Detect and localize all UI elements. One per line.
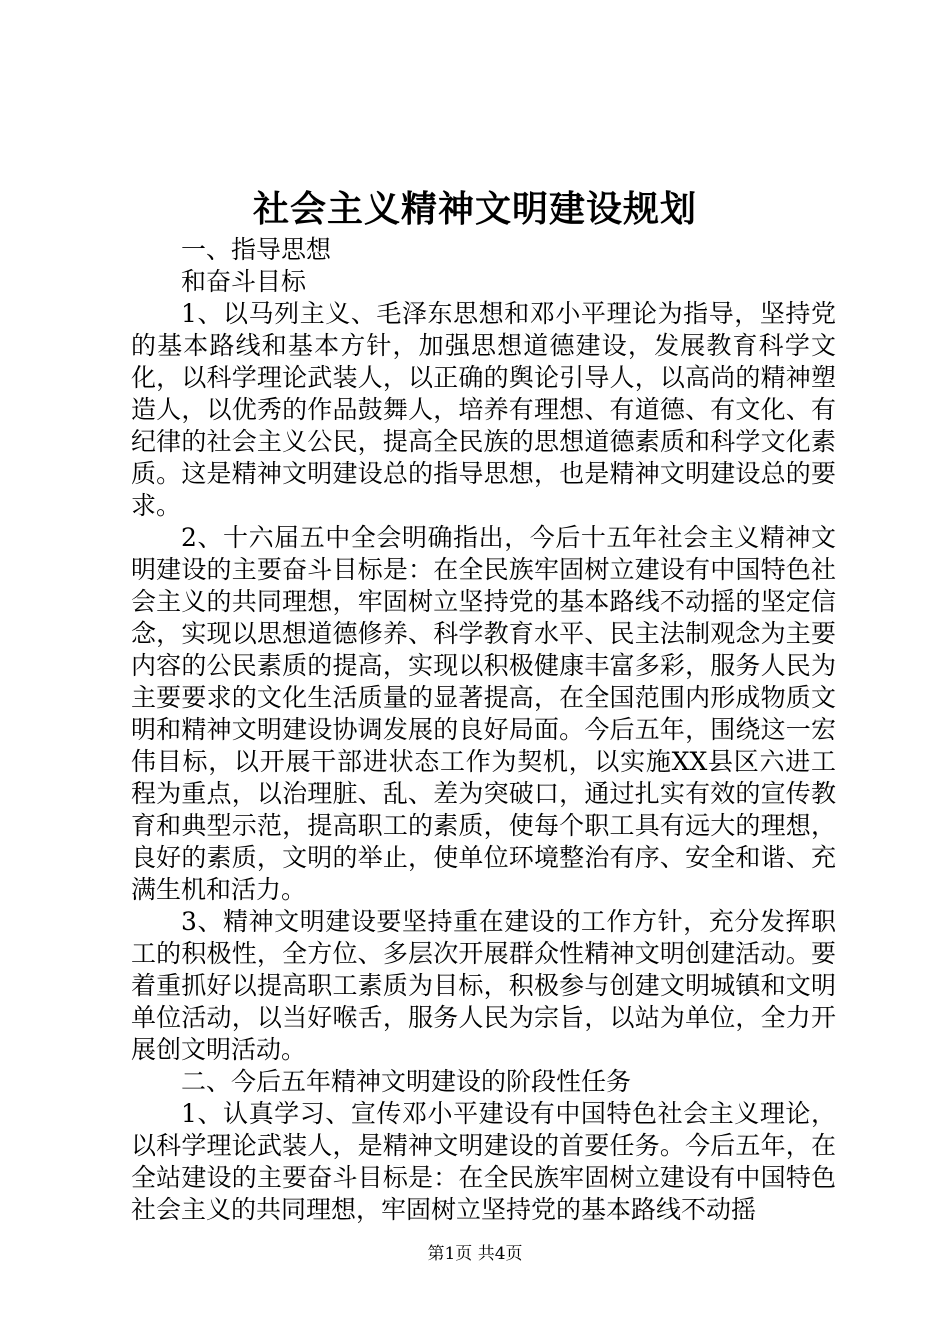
paragraph-2: 2、十六届五中全会明确指出，今后十五年社会主义精神文明建设的主要奋斗目标是：在全民族牢固树立建设有中国特色社会主义的共同理想，牢固树立坚持党的基本路线不动摇的坚定信念，实现以思想道德修养、科学教育水平、民主法制观念为主要内容的公民素质的提高，实现以积极健康丰富多彩，服务人民为主要要求的文化生活质量的显著提高，在全国范围内形成物质文明和精神文明建设协调发展的良好局面。今后五年，围绕这一宏伟目标，以开展干部进状态工作为契机，以实施XX县区六进工程为重点，以治理脏、乱、差为突破口，通过扎实有效的宣传教育和典型示范，提高职工的素质，使每个职工具有远大的理想，良好的素质，文明的举止，使单位环境整治有序、安全和谐、充满生机和活力。	[131, 523, 836, 904]
page-footer: 第1页 共4页	[427, 1244, 523, 1264]
paragraph-heading-1: 一、指导思想	[181, 235, 332, 264]
paragraph-subheading: 和奋斗目标	[181, 267, 307, 296]
document-body	[131, 234, 836, 1226]
paragraph-3: 3、精神文明建设要坚持重在建设的工作方针，充分发挥职工的积极性，全方位、多层次开展群众性精神文明创建活动。要着重抓好以提高职工素质为目标，积极参与创建文明城镇和文明单位活动，以当好喉舌，服务人民为宗旨，以站为单位，全力开展创文明活动。	[131, 907, 836, 1064]
document-title: 社会主义精神文明建设规划	[252, 189, 697, 230]
paragraph-heading-2: 二、今后五年精神文明建设的阶段性任务	[181, 1067, 632, 1096]
paragraph-4: 1、认真学习、宣传邓小平建设有中国特色社会主义理论，以科学理论武装人，是精神文明建设的首要任务。今后五年，在全站建设的主要奋斗目标是：在全民族牢固树立建设有中国特色社会主义的共同理想，牢固树立坚持党的基本路线不动摇	[131, 1099, 836, 1224]
paragraph-1: 1、以马列主义、毛泽东思想和邓小平理论为指导，坚持党的基本路线和基本方针，加强思想道德建设，发展教育科学文化，以科学理论武装人，以正确的舆论引导人，以高尚的精神塑造人，以优秀的作品鼓舞人，培养有理想、有道德、有文化、有纪律的社会主义公民，提高全民族的思想道德素质和科学文化素质。这是精神文明建设总的指导思想，也是精神文明建设总的要求。	[131, 299, 836, 520]
